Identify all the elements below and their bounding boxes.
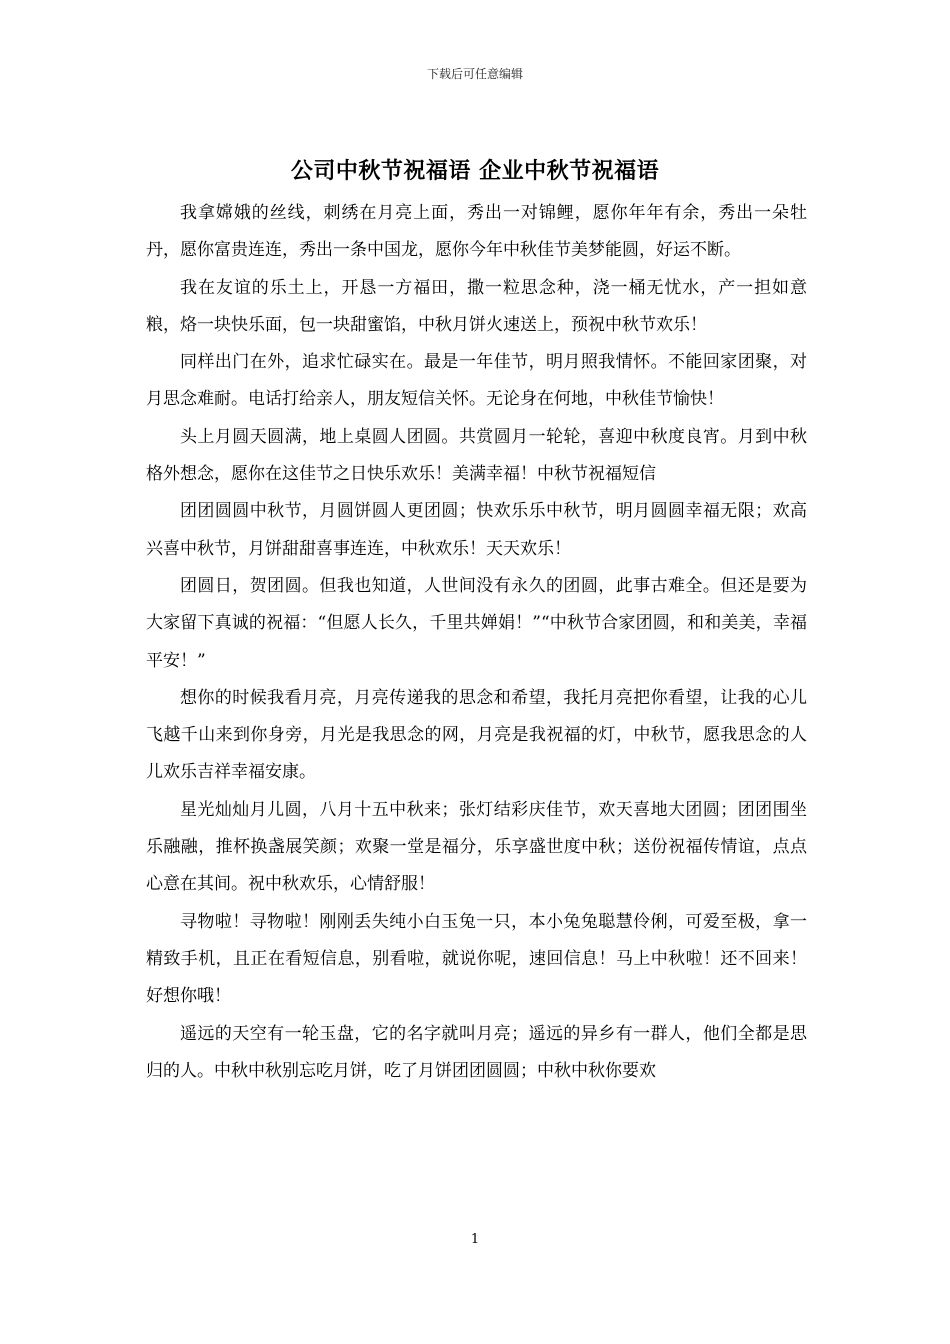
paragraph: 想你的时候我看月亮，月亮传递我的思念和希望，我托月亮把你看望，让我的心儿飞越千山来到你身旁，月光是我思念的网，月亮是我祝福的灯，中秋节，愿我思念的人儿欢乐吉祥幸福安康。 [146,687,807,783]
paragraph: 同样出门在外，追求忙碌实在。最是一年佳节，明月照我情怀。不能回家团聚，对月思念难耐。电话打给亲人，朋友短信关怀。无论身在何地，中秋佳节愉快！ [146,352,807,410]
paragraph: 我拿嫦娥的丝线，刺绣在月亮上面，秀出一对锦鲤，愿你年年有余，秀出一朵牡丹，愿你富贵连连，秀出一条中国龙，愿你今年中秋佳节美梦能圆，好运不断。 [146,203,807,261]
paragraph: 团团圆圆中秋节，月圆饼圆人更团圆；快欢乐乐中秋节，明月圆圆幸福无限；欢高兴喜中秋节，月饼甜甜喜事连连，中秋欢乐！天天欢乐！ [146,501,807,559]
download-note: 下载后可任意编辑 [426,67,523,81]
document-title: 公司中秋节祝福语 企业中秋节祝福语 [290,158,660,184]
paragraph: 我在友谊的乐土上，开恳一方福田，撒一粒思念种，浇一桶无忧水，产一担如意粮，烙一块快乐面，包一块甜蜜馅，中秋月饼火速送上，预祝中秋节欢乐！ [146,277,807,335]
paragraph: 团圆日，贺团圆。但我也知道，人世间没有永久的团圆，此事古难全。但还是要为大家留下真诚的祝福：“但愿人长久，千里共婵娟！”“中秋节合家团圆，和和美美，幸福平安！” [146,575,807,671]
page-number: 1 [470,1232,480,1247]
paragraph: 遥远的天空有一轮玉盘，它的名字就叫月亮；遥远的异乡有一群人，他们全都是思归的人。中秋中秋别忘吃月饼，吃了月饼团团圆圆；中秋中秋你要欢 [146,1023,807,1081]
document-body [146,195,807,1090]
paragraph: 寻物啦！寻物啦！刚刚丢失纯小白玉兔一只，本小兔兔聪慧伶俐，可爱至极，拿一精致手机，且正在看短信息，别看啦，就说你呢，速回信息！马上中秋啦！还不回来！好想你哦！ [146,911,807,1007]
paragraph: 星光灿灿月儿圆，八月十五中秋来；张灯结彩庆佳节，欢天喜地大团圆；团团围坐乐融融，推杯换盏展笑颜；欢聚一堂是福分，乐享盛世度中秋；送份祝福传情谊，点点心意在其间。祝中秋欢乐，心情舒服！ [146,799,807,895]
paragraph: 头上月圆天圆满，地上桌圆人团圆。共赏圆月一轮轮，喜迎中秋度良宵。月到中秋格外想念，愿你在这佳节之日快乐欢乐！美满幸福！中秋节祝福短信 [146,426,807,485]
